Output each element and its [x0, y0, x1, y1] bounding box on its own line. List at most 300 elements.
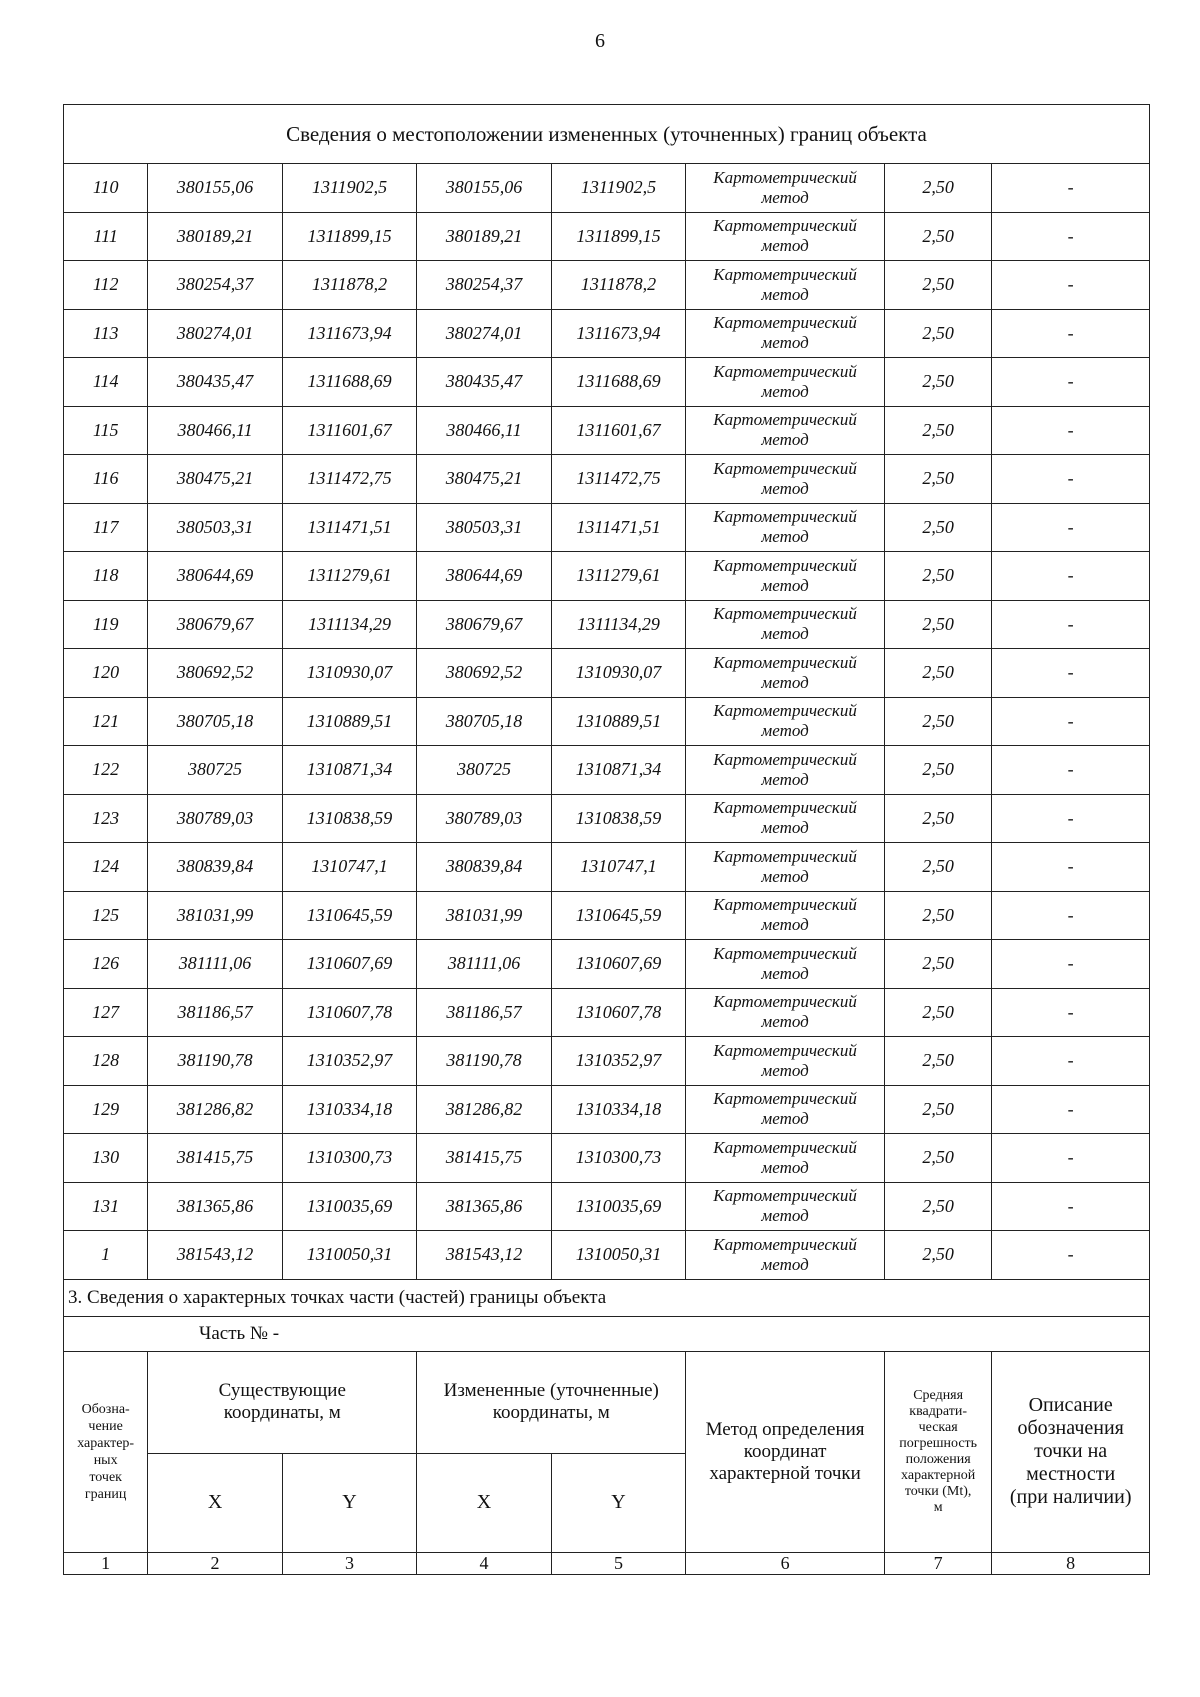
header-line: ческая — [918, 1419, 958, 1435]
method-cell — [686, 600, 885, 649]
description-cell: - — [992, 843, 1150, 892]
table-row — [64, 455, 1150, 504]
point-cell: 129 — [64, 1085, 148, 1134]
existing-x-cell: 380274,01 — [148, 309, 282, 358]
existing-y-cell: 1311279,61 — [282, 552, 416, 601]
table-row — [64, 940, 1150, 989]
changed-y-cell: 1311899,15 — [551, 212, 685, 261]
method-line-2: метод — [761, 575, 809, 595]
changed-x-cell: 380679,67 — [417, 600, 551, 649]
column-number: 5 — [551, 1552, 685, 1574]
existing-y-cell: 1311899,15 — [282, 212, 416, 261]
header-line: ных — [93, 1452, 118, 1468]
existing-y-cell: 1311902,5 — [282, 164, 416, 213]
changed-y-cell: 1311673,94 — [551, 309, 685, 358]
existing-x-cell: 380644,69 — [148, 552, 282, 601]
table-row — [64, 697, 1150, 746]
header-line: (при наличии) — [1009, 1486, 1132, 1508]
table-row — [64, 891, 1150, 940]
table-row — [64, 1231, 1150, 1280]
accuracy-cell: 2,50 — [884, 649, 991, 698]
accuracy-cell: 2,50 — [884, 1182, 991, 1231]
accuracy-cell: 2,50 — [884, 746, 991, 795]
description-cell: - — [992, 1231, 1150, 1280]
table-row — [64, 843, 1150, 892]
point-cell: 122 — [64, 746, 148, 795]
description-cell: - — [992, 649, 1150, 698]
column-number: 4 — [417, 1552, 551, 1574]
existing-x-cell: 381031,99 — [148, 891, 282, 940]
table-row — [64, 746, 1150, 795]
header-line: Метод определения — [705, 1418, 865, 1440]
table-row — [64, 406, 1150, 455]
column-number: 2 — [148, 1552, 282, 1574]
accuracy-cell: 2,50 — [884, 697, 991, 746]
changed-y-cell: 1310889,51 — [551, 697, 685, 746]
column-number: 1 — [64, 1552, 148, 1574]
changed-x-cell: 380189,21 — [417, 212, 551, 261]
point-cell: 123 — [64, 794, 148, 843]
existing-x-cell: 381415,75 — [148, 1134, 282, 1183]
method-line-1: Картометрический — [713, 216, 857, 236]
point-cell: 119 — [64, 600, 148, 649]
changed-x-cell: 380254,37 — [417, 261, 551, 310]
changed-x-header: X — [417, 1453, 551, 1552]
existing-y-header: Y — [282, 1453, 416, 1552]
point-cell: 130 — [64, 1134, 148, 1183]
description-cell: - — [992, 406, 1150, 455]
header-line: координаты, м — [223, 1402, 341, 1423]
method-cell — [686, 649, 885, 698]
existing-x-cell: 380725 — [148, 746, 282, 795]
changed-x-cell: 380725 — [417, 746, 551, 795]
existing-y-cell: 1310889,51 — [282, 697, 416, 746]
method-cell — [686, 164, 885, 213]
existing-x-header: X — [148, 1453, 282, 1552]
existing-x-cell: 380466,11 — [148, 406, 282, 455]
point-cell: 131 — [64, 1182, 148, 1231]
point-cell: 112 — [64, 261, 148, 310]
header-line: обозначения — [1017, 1417, 1124, 1439]
accuracy-cell: 2,50 — [884, 843, 991, 892]
method-line-1: Картометрический — [713, 749, 857, 769]
method-cell — [686, 1037, 885, 1086]
method-line-1: Картометрический — [713, 992, 857, 1012]
description-header — [992, 1351, 1150, 1552]
page-number: 6 — [595, 30, 605, 52]
existing-y-cell: 1311472,75 — [282, 455, 416, 504]
accuracy-cell: 2,50 — [884, 503, 991, 552]
table-row — [64, 1134, 1150, 1183]
description-cell: - — [992, 164, 1150, 213]
method-cell — [686, 1134, 885, 1183]
point-cell: 116 — [64, 455, 148, 504]
description-cell: - — [992, 988, 1150, 1037]
method-cell — [686, 794, 885, 843]
method-line-1: Картометрический — [713, 361, 857, 381]
method-line-1: Картометрический — [713, 895, 857, 915]
changed-y-cell: 1310838,59 — [551, 794, 685, 843]
description-cell: - — [992, 261, 1150, 310]
description-cell: - — [992, 746, 1150, 795]
column-number: 6 — [686, 1552, 885, 1574]
changed-x-cell: 380644,69 — [417, 552, 551, 601]
point-cell: 125 — [64, 891, 148, 940]
changed-x-cell: 381186,57 — [417, 988, 551, 1037]
table-row — [64, 212, 1150, 261]
changed-x-cell: 380503,31 — [417, 503, 551, 552]
method-line-2: метод — [761, 866, 809, 886]
header-line: местности — [1026, 1463, 1116, 1485]
changed-y-cell: 1311472,75 — [551, 455, 685, 504]
description-cell: - — [992, 1037, 1150, 1086]
existing-y-cell: 1310334,18 — [282, 1085, 416, 1134]
existing-y-cell: 1311601,67 — [282, 406, 416, 455]
changed-y-cell: 1310035,69 — [551, 1182, 685, 1231]
accuracy-cell: 2,50 — [884, 261, 991, 310]
existing-x-cell: 380189,21 — [148, 212, 282, 261]
header-line: точек — [89, 1469, 122, 1485]
header-line: точки (Mt), — [904, 1483, 972, 1499]
changed-x-cell: 380155,06 — [417, 164, 551, 213]
existing-y-cell: 1310747,1 — [282, 843, 416, 892]
existing-y-cell: 1311471,51 — [282, 503, 416, 552]
header-line: положения — [905, 1451, 971, 1467]
existing-y-cell: 1310352,97 — [282, 1037, 416, 1086]
method-line-2: метод — [761, 1157, 809, 1177]
existing-y-cell: 1310930,07 — [282, 649, 416, 698]
accuracy-cell: 2,50 — [884, 1231, 991, 1280]
changed-y-cell: 1311134,29 — [551, 600, 685, 649]
method-line-1: Картометрический — [713, 1089, 857, 1109]
point-cell: 1 — [64, 1231, 148, 1280]
method-cell — [686, 843, 885, 892]
existing-x-cell: 380705,18 — [148, 697, 282, 746]
existing-y-cell: 1310300,73 — [282, 1134, 416, 1183]
method-cell — [686, 697, 885, 746]
existing-y-cell: 1310050,31 — [282, 1231, 416, 1280]
method-cell — [686, 1182, 885, 1231]
header-line: координат — [743, 1440, 827, 1462]
method-line-2: метод — [761, 624, 809, 644]
accuracy-cell: 2,50 — [884, 406, 991, 455]
table-row — [64, 988, 1150, 1037]
header-line: Существующие — [218, 1380, 346, 1401]
accuracy-cell: 2,50 — [884, 358, 991, 407]
description-cell: - — [992, 503, 1150, 552]
method-cell — [686, 988, 885, 1037]
method-cell — [686, 309, 885, 358]
existing-y-cell: 1310645,59 — [282, 891, 416, 940]
accuracy-cell: 2,50 — [884, 988, 991, 1037]
method-cell — [686, 212, 885, 261]
existing-coords-header — [148, 1351, 417, 1453]
method-cell — [686, 358, 885, 407]
changed-y-cell: 1310334,18 — [551, 1085, 685, 1134]
method-line-1: Картометрический — [713, 701, 857, 721]
header-line: м — [933, 1499, 943, 1515]
existing-y-cell: 1310607,78 — [282, 988, 416, 1037]
method-cell — [686, 1231, 885, 1280]
header-line: характерной — [901, 1467, 976, 1483]
header-line: Средняя — [913, 1387, 964, 1403]
point-cell: 117 — [64, 503, 148, 552]
description-cell: - — [992, 1182, 1150, 1231]
column-number-row — [64, 1552, 1150, 1574]
changed-x-cell: 381543,12 — [417, 1231, 551, 1280]
header-line: координаты, м — [492, 1402, 610, 1423]
method-line-2: метод — [761, 381, 809, 401]
accuracy-cell: 2,50 — [884, 552, 991, 601]
existing-x-cell: 380503,31 — [148, 503, 282, 552]
method-line-1: Картометрический — [713, 604, 857, 624]
description-cell: - — [992, 891, 1150, 940]
changed-y-cell: 1310607,69 — [551, 940, 685, 989]
table-row — [64, 358, 1150, 407]
existing-x-cell: 381286,82 — [148, 1085, 282, 1134]
accuracy-cell: 2,50 — [884, 1134, 991, 1183]
method-line-1: Картометрический — [713, 167, 857, 187]
description-cell: - — [992, 1134, 1150, 1183]
description-cell: - — [992, 358, 1150, 407]
method-line-1: Картометрический — [713, 555, 857, 575]
method-line-2: метод — [761, 769, 809, 789]
point-cell: 114 — [64, 358, 148, 407]
existing-y-cell: 1310035,69 — [282, 1182, 416, 1231]
boundary-table — [63, 104, 1150, 1575]
existing-x-cell: 381543,12 — [148, 1231, 282, 1280]
method-cell — [686, 746, 885, 795]
method-line-2: метод — [761, 1206, 809, 1226]
method-line-1: Картометрический — [713, 313, 857, 333]
method-line-1: Картометрический — [713, 1137, 857, 1157]
changed-y-cell: 1311688,69 — [551, 358, 685, 407]
method-cell — [686, 1085, 885, 1134]
point-cell: 113 — [64, 309, 148, 358]
method-line-1: Картометрический — [713, 458, 857, 478]
header-line: Обозна- — [81, 1401, 130, 1417]
changed-x-cell: 381365,86 — [417, 1182, 551, 1231]
method-line-2: метод — [761, 1109, 809, 1129]
table-row — [64, 552, 1150, 601]
existing-x-cell: 381186,57 — [148, 988, 282, 1037]
part-label: Часть № - — [64, 1316, 1150, 1351]
changed-y-cell: 1310871,34 — [551, 746, 685, 795]
table-row — [64, 794, 1150, 843]
description-cell: - — [992, 212, 1150, 261]
table-row — [64, 164, 1150, 213]
accuracy-cell: 2,50 — [884, 164, 991, 213]
accuracy-cell: 2,50 — [884, 1085, 991, 1134]
method-cell — [686, 891, 885, 940]
method-line-2: метод — [761, 187, 809, 207]
method-line-2: метод — [761, 527, 809, 547]
existing-y-cell: 1311878,2 — [282, 261, 416, 310]
method-line-2: метод — [761, 1254, 809, 1274]
method-line-2: метод — [761, 478, 809, 498]
table-row — [64, 1085, 1150, 1134]
method-cell — [686, 552, 885, 601]
changed-x-cell: 381031,99 — [417, 891, 551, 940]
column-number: 7 — [884, 1552, 991, 1574]
point-designation-header — [64, 1351, 148, 1552]
changed-y-cell: 1310050,31 — [551, 1231, 685, 1280]
section-3-title: 3. Сведения о характерных точках части (частей) границы объекта — [64, 1279, 1150, 1316]
method-line-1: Картометрический — [713, 846, 857, 866]
method-line-1: Картометрический — [713, 1234, 857, 1254]
changed-y-cell: 1310300,73 — [551, 1134, 685, 1183]
description-cell: - — [992, 940, 1150, 989]
changed-y-cell: 1310607,78 — [551, 988, 685, 1037]
changed-y-cell: 1311279,61 — [551, 552, 685, 601]
method-line-2: метод — [761, 430, 809, 450]
accuracy-cell: 2,50 — [884, 940, 991, 989]
changed-y-cell: 1310645,59 — [551, 891, 685, 940]
accuracy-cell: 2,50 — [884, 891, 991, 940]
header-line: Измененные (уточненные) — [443, 1380, 659, 1401]
changed-x-cell: 380466,11 — [417, 406, 551, 455]
section-3-row — [64, 1279, 1150, 1316]
table-row — [64, 503, 1150, 552]
changed-x-cell: 380475,21 — [417, 455, 551, 504]
existing-y-cell: 1310871,34 — [282, 746, 416, 795]
method-header — [686, 1351, 885, 1552]
point-cell: 124 — [64, 843, 148, 892]
accuracy-cell: 2,50 — [884, 600, 991, 649]
existing-y-cell: 1311673,94 — [282, 309, 416, 358]
method-line-2: метод — [761, 284, 809, 304]
table-row — [64, 309, 1150, 358]
part-row — [64, 1316, 1150, 1351]
header-line: квадрати- — [909, 1403, 967, 1419]
changed-x-cell: 381190,78 — [417, 1037, 551, 1086]
method-line-1: Картометрический — [713, 1186, 857, 1206]
description-cell: - — [992, 455, 1150, 504]
header-line: погрешность — [899, 1435, 978, 1451]
point-cell: 120 — [64, 649, 148, 698]
method-cell — [686, 261, 885, 310]
point-cell: 115 — [64, 406, 148, 455]
changed-y-cell: 1310747,1 — [551, 843, 685, 892]
existing-x-cell: 380692,52 — [148, 649, 282, 698]
changed-x-cell: 380274,01 — [417, 309, 551, 358]
method-cell — [686, 503, 885, 552]
changed-x-cell: 381111,06 — [417, 940, 551, 989]
point-cell: 110 — [64, 164, 148, 213]
header-line: точки на — [1034, 1440, 1108, 1462]
accuracy-cell: 2,50 — [884, 1037, 991, 1086]
point-cell: 126 — [64, 940, 148, 989]
accuracy-cell: 2,50 — [884, 794, 991, 843]
description-cell: - — [992, 552, 1150, 601]
existing-x-cell: 380789,03 — [148, 794, 282, 843]
changed-x-cell: 380789,03 — [417, 794, 551, 843]
changed-y-cell: 1311471,51 — [551, 503, 685, 552]
header-line: чение — [88, 1418, 123, 1434]
existing-y-cell: 1311134,29 — [282, 600, 416, 649]
header-line: характер- — [77, 1435, 135, 1451]
existing-x-cell: 380475,21 — [148, 455, 282, 504]
method-line-1: Картометрический — [713, 943, 857, 963]
header-line: характерной точки — [709, 1462, 861, 1484]
changed-y-cell: 1310352,97 — [551, 1037, 685, 1086]
method-line-2: метод — [761, 963, 809, 983]
point-cell: 128 — [64, 1037, 148, 1086]
method-line-2: метод — [761, 236, 809, 256]
changed-x-cell: 380839,84 — [417, 843, 551, 892]
method-line-2: метод — [761, 672, 809, 692]
method-line-1: Картометрический — [713, 1040, 857, 1060]
method-line-2: метод — [761, 721, 809, 741]
table-row — [64, 1037, 1150, 1086]
method-line-1: Картометрический — [713, 652, 857, 672]
existing-x-cell: 380155,06 — [148, 164, 282, 213]
method-line-2: метод — [761, 915, 809, 935]
table-row — [64, 649, 1150, 698]
description-cell: - — [992, 600, 1150, 649]
header-line: границ — [84, 1486, 127, 1502]
point-cell: 118 — [64, 552, 148, 601]
changed-y-header: Y — [551, 1453, 685, 1552]
table-title-row — [64, 105, 1150, 164]
existing-y-cell: 1311688,69 — [282, 358, 416, 407]
existing-x-cell: 381190,78 — [148, 1037, 282, 1086]
existing-x-cell: 380679,67 — [148, 600, 282, 649]
changed-y-cell: 1311601,67 — [551, 406, 685, 455]
method-line-2: метод — [761, 818, 809, 838]
table-title: Сведения о местоположении измененных (уточненных) границ объекта — [64, 105, 1150, 164]
existing-x-cell: 380435,47 — [148, 358, 282, 407]
point-cell: 121 — [64, 697, 148, 746]
changed-y-cell: 1310930,07 — [551, 649, 685, 698]
changed-x-cell: 380705,18 — [417, 697, 551, 746]
accuracy-cell: 2,50 — [884, 455, 991, 504]
method-cell — [686, 406, 885, 455]
changed-x-cell: 381286,82 — [417, 1085, 551, 1134]
changed-x-cell: 380435,47 — [417, 358, 551, 407]
description-cell: - — [992, 794, 1150, 843]
changed-y-cell: 1311878,2 — [551, 261, 685, 310]
changed-x-cell: 380692,52 — [417, 649, 551, 698]
existing-y-cell: 1310607,69 — [282, 940, 416, 989]
changed-x-cell: 381415,75 — [417, 1134, 551, 1183]
method-cell — [686, 455, 885, 504]
description-cell: - — [992, 1085, 1150, 1134]
method-line-2: метод — [761, 1060, 809, 1080]
description-cell: - — [992, 697, 1150, 746]
point-cell: 127 — [64, 988, 148, 1037]
header-line: Описание — [1028, 1394, 1113, 1416]
table-row — [64, 1182, 1150, 1231]
accuracy-cell: 2,50 — [884, 309, 991, 358]
method-line-1: Картометрический — [713, 798, 857, 818]
existing-x-cell: 380839,84 — [148, 843, 282, 892]
method-line-1: Картометрический — [713, 507, 857, 527]
table-row — [64, 600, 1150, 649]
column-number: 3 — [282, 1552, 416, 1574]
existing-x-cell: 380254,37 — [148, 261, 282, 310]
table-row — [64, 261, 1150, 310]
accuracy-cell: 2,50 — [884, 212, 991, 261]
accuracy-header — [884, 1351, 991, 1552]
section-3-header-row-1 — [64, 1351, 1150, 1453]
changed-y-cell: 1311902,5 — [551, 164, 685, 213]
existing-x-cell: 381365,86 — [148, 1182, 282, 1231]
column-number: 8 — [992, 1552, 1150, 1574]
method-line-1: Картометрический — [713, 264, 857, 284]
point-cell: 111 — [64, 212, 148, 261]
method-line-2: метод — [761, 333, 809, 353]
